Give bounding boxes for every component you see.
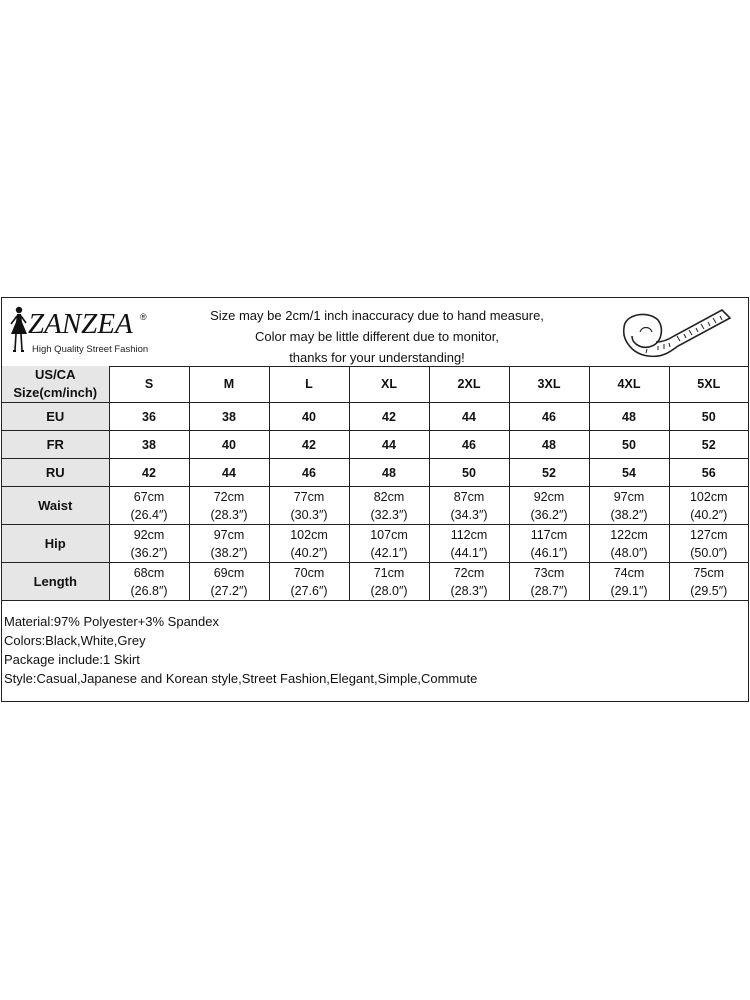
measurement-notice: [172, 305, 582, 368]
registered-mark: ®: [140, 312, 147, 322]
size-cell: L: [269, 366, 349, 403]
size-cell: S: [109, 366, 189, 403]
table-cell: [349, 487, 429, 525]
table-cell: [669, 563, 748, 601]
table-cell: [509, 563, 589, 601]
brand-tagline: High Quality Street Fashion: [32, 344, 149, 355]
table-cell: [589, 563, 669, 601]
cm-value: 92cm: [133, 527, 165, 542]
table-cell: [189, 487, 269, 525]
notice-line: thanks for your understanding!: [289, 350, 465, 365]
cm-value: 72cm: [453, 565, 485, 580]
size-header-label: [2, 366, 109, 403]
cm-value: 68cm: [133, 565, 165, 580]
cm-value: 92cm: [533, 489, 565, 504]
package-info: Package include:1 Skirt: [4, 652, 140, 667]
table-cell: [189, 525, 269, 563]
chart-header: [2, 298, 748, 367]
row-label: Hip: [2, 525, 109, 563]
size-cell: 2XL: [429, 366, 509, 403]
table-row: [2, 403, 748, 431]
row-label: EU: [2, 403, 109, 431]
inch-value: (28.3″): [210, 507, 248, 522]
inch-value: (44.1″): [450, 545, 488, 560]
cm-value: 77cm: [293, 489, 325, 504]
size-cell: 5XL: [669, 366, 748, 403]
table-cell: 36: [109, 403, 189, 431]
table-cell: [509, 525, 589, 563]
inch-value: (38.2″): [210, 545, 248, 560]
size-chart: [1, 297, 749, 702]
size-cell: 4XL: [589, 366, 669, 403]
notice-line: Size may be 2cm/1 inch inaccuracy due to hand measure,: [210, 308, 544, 323]
cm-value: 127cm: [689, 527, 728, 542]
table-cell: 44: [349, 431, 429, 459]
cm-value: 67cm: [133, 489, 165, 504]
inch-value: (50.0″): [690, 545, 728, 560]
cm-value: 122cm: [610, 527, 648, 542]
inch-value: (29.5″): [690, 583, 728, 598]
inch-value: (27.6″): [290, 583, 328, 598]
table-cell: 38: [109, 431, 189, 459]
table-cell: 54: [589, 459, 669, 487]
cm-value: 102cm: [290, 527, 328, 542]
table-cell: 42: [269, 431, 349, 459]
table-cell: [349, 563, 429, 601]
table-row: [2, 563, 748, 601]
inch-value: (28.3″): [450, 583, 488, 598]
table-cell: [669, 525, 748, 563]
brand-name: ZANZEA: [28, 308, 133, 340]
size-cell: M: [189, 366, 269, 403]
measuring-tape-icon: [618, 302, 736, 364]
cm-value: 69cm: [213, 565, 245, 580]
cm-value: 97cm: [613, 489, 645, 504]
colors-info: Colors:Black,White,Grey: [4, 633, 146, 648]
cm-value: 75cm: [693, 565, 725, 580]
table-cell: 44: [429, 403, 509, 431]
table-cell: [349, 525, 429, 563]
inch-value: (38.2″): [610, 507, 648, 522]
table-cell: 50: [589, 431, 669, 459]
table-cell: 52: [509, 459, 589, 487]
cm-value: 71cm: [373, 565, 405, 580]
inch-value: (28.7″): [530, 583, 568, 598]
table-cell: [429, 525, 509, 563]
table-row: [2, 525, 748, 563]
table-cell: [509, 487, 589, 525]
cm-value: 97cm: [213, 527, 245, 542]
table-cell: 48: [589, 403, 669, 431]
table-cell: [189, 563, 269, 601]
row-label: Length: [2, 563, 109, 601]
table-cell: 42: [109, 459, 189, 487]
table-cell: [269, 487, 349, 525]
table-cell: 42: [349, 403, 429, 431]
inch-value: (34.3″): [450, 507, 488, 522]
cm-value: 82cm: [373, 489, 405, 504]
table-cell: [429, 563, 509, 601]
table-cell: 50: [429, 459, 509, 487]
inch-value: (29.1″): [610, 583, 648, 598]
inch-value: (30.3″): [290, 507, 328, 522]
table-cell: [269, 563, 349, 601]
size-table: [2, 366, 748, 601]
table-cell: 38: [189, 403, 269, 431]
inch-value: (48.0″): [610, 545, 648, 560]
inch-value: (40.2″): [690, 507, 728, 522]
row-label: RU: [2, 459, 109, 487]
inch-value: (32.3″): [370, 507, 408, 522]
table-cell: 48: [509, 431, 589, 459]
table-cell: [269, 525, 349, 563]
table-cell: 40: [189, 431, 269, 459]
cm-value: 74cm: [613, 565, 645, 580]
cm-value: 87cm: [453, 489, 485, 504]
cm-value: 102cm: [689, 489, 728, 504]
style-info: Style:Casual,Japanese and Korean style,Street Fashion,Elegant,Simple,Commute: [4, 671, 478, 686]
table-cell: [589, 487, 669, 525]
inch-value: (36.2″): [530, 507, 568, 522]
inch-value: (42.1″): [370, 545, 408, 560]
cm-value: 72cm: [213, 489, 245, 504]
cm-value: 70cm: [293, 565, 325, 580]
inch-value: (36.2″): [130, 545, 168, 560]
table-cell: 50: [669, 403, 748, 431]
cm-value: 107cm: [370, 527, 408, 542]
table-cell: [109, 563, 189, 601]
notice-line: Color may be little different due to monitor,: [255, 329, 499, 344]
table-cell: 44: [189, 459, 269, 487]
cm-value: 73cm: [533, 565, 565, 580]
table-cell: 48: [349, 459, 429, 487]
table-cell: 46: [269, 459, 349, 487]
row-label: Waist: [2, 487, 109, 525]
table-row: [2, 459, 748, 487]
table-cell: 52: [669, 431, 748, 459]
material-info: Material:97% Polyester+3% Spandex: [4, 614, 219, 629]
table-cell: 46: [429, 431, 509, 459]
size-cell: XL: [349, 366, 429, 403]
header-label-line: Size(cm/inch): [13, 385, 98, 400]
inch-value: (28.0″): [370, 583, 408, 598]
table-cell: [589, 525, 669, 563]
table-cell: [669, 487, 748, 525]
table-cell: [109, 525, 189, 563]
product-info: [4, 612, 477, 688]
table-row: [2, 431, 748, 459]
table-cell: [109, 487, 189, 525]
table-cell: 56: [669, 459, 748, 487]
inch-value: (27.2″): [210, 583, 248, 598]
size-header-row: [2, 366, 748, 403]
inch-value: (40.2″): [290, 545, 328, 560]
brand-logo: [6, 304, 156, 360]
table-cell: 40: [269, 403, 349, 431]
table-cell: [429, 487, 509, 525]
cm-value: 112cm: [450, 527, 488, 542]
dress-figure-icon: [6, 304, 30, 360]
size-cell: 3XL: [509, 366, 589, 403]
inch-value: (26.8″): [130, 583, 168, 598]
table-cell: 46: [509, 403, 589, 431]
table-row: [2, 487, 748, 525]
header-label-line: US/CA: [35, 367, 76, 382]
row-label: FR: [2, 431, 109, 459]
cm-value: 117cm: [530, 527, 568, 542]
inch-value: (46.1″): [530, 545, 568, 560]
inch-value: (26.4″): [130, 507, 168, 522]
